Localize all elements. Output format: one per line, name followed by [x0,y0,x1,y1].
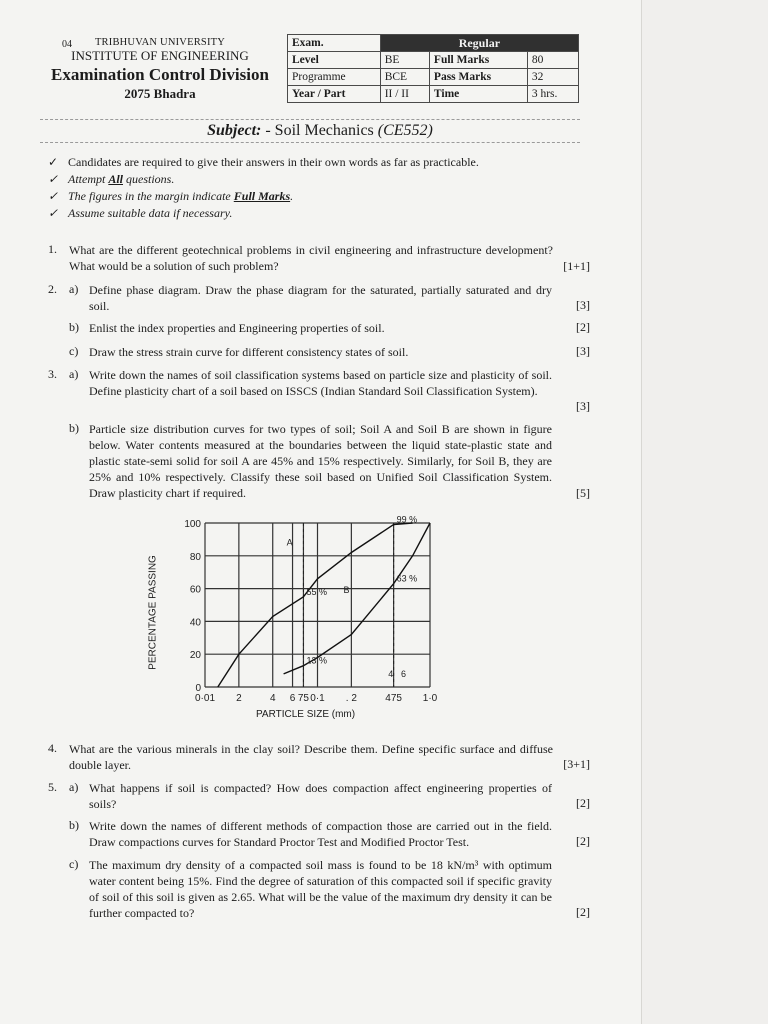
table-cell: BCE [380,69,429,86]
question-number: 1. [48,242,57,256]
table-cell: Full Marks [429,52,527,69]
question-number: 5. [48,780,57,794]
particle-size-chart [147,514,460,725]
divider [40,142,580,143]
x-tick-label: 75 [297,693,310,704]
subquestion-label: a) [69,367,79,381]
instruction-text: Candidates are required to give their answers in their own words as far as practicable. [68,155,479,169]
table-cell: Programme [288,69,381,86]
question-marks: [2] [576,905,590,919]
question-text: What happens if soil is compacted? How does compaction affect engineering properties of soils? [89,781,552,811]
question-marks: [3] [576,298,590,312]
table-cell: II / II [380,86,429,103]
exam-info-table [287,34,579,103]
table-cell: BE [380,52,429,69]
instruction-text: The figures in the margin indicate [68,189,231,203]
table-row [288,35,579,52]
subject-line [0,122,640,140]
instruction-text: Attempt [68,172,106,186]
table-row [288,52,579,69]
table-row [288,69,579,86]
question-text: Draw the stress strain curve for different consistency states of soil. [89,345,409,359]
instruction-item [48,155,479,170]
y-tick-label: 40 [189,617,201,629]
question-text: Write down the names of soil classification systems based on particle size and plasticity of soil. Define plasticity chart of a soil based on ISSCS (Indian Standard Soil Classification System). [89,368,552,398]
instruction-text: questions. [126,172,175,186]
question-text: What are the various minerals in the clay soil? Describe them. Define specific surface and diffuse double layer. [69,742,553,772]
instruction-emphasis: All [108,172,123,186]
y-tick-label: 20 [189,650,201,662]
chart-annotation: B [343,585,350,596]
series-curve-b [284,523,430,674]
chart-annotation: 63 % [396,573,418,584]
chart-annotation: 13 % [306,655,327,666]
instruction-item [48,172,174,187]
paper-code: 04 [62,39,72,50]
subquestion-label: a) [69,780,79,794]
header-block [40,36,280,102]
question-marks: [3+1] [563,757,590,771]
y-tick-label: 60 [189,584,201,596]
y-tick-label: 100 [184,519,201,530]
chart-annotation: 4 [388,668,394,679]
y-tick-label: 0 [195,683,201,694]
question-marks: [2] [576,834,590,848]
question-text: Define phase diagram. Draw the phase diagram for the saturated, partially saturated and dry soil. [89,283,552,313]
check-icon: ✓ [48,172,59,186]
table-cell: Exam. [288,35,381,52]
question-text: What are the different geotechnical problems in civil engineering and infrastructure development? What would be a solution of such problem? [69,243,553,273]
x-axis-title: PARTICLE SIZE (mm) [256,709,356,720]
check-icon: ✓ [48,189,59,203]
x-tick-label: 475 [385,693,402,704]
subquestion-label: b) [69,818,79,832]
instruction-emphasis: Full Marks [233,189,291,203]
question-marks: [1+1] [563,259,590,273]
question-text: The maximum dry density of a compacted soil mass is found to be 18 kN/m³ with optimum water content being 15%. Find the degree of saturation of this compacted soil if specific gravity of soil of this soil is given as 2.65. What will be the value of the maximum dry density it can be further compacted to? [89,858,552,920]
table-cell: Pass Marks [429,69,527,86]
chart-svg [160,515,460,725]
exam-type-cell: Regular [380,35,578,52]
table-row [288,86,579,103]
check-icon: ✓ [48,206,59,220]
chart-annotation: 99 % [396,514,418,525]
chart-annotation: A [286,537,293,548]
subquestion-label: b) [69,320,79,334]
subject-name: - Soil Mechanics [265,122,374,139]
x-tick-label: 1·0 [422,693,438,704]
question-text: Enlist the index properties and Engineering properties of soil. [89,321,385,335]
chart-annotation: 6 [401,668,407,679]
question-marks: [2] [576,320,590,334]
x-tick-label: 4 [269,693,276,704]
instruction-item [48,189,293,204]
question-number: 2. [48,282,57,296]
x-tick-label: 0·1 [310,693,325,704]
question-marks: [2] [576,796,590,810]
subject-code: (CE552) [377,122,433,139]
subquestion-label: b) [69,421,79,435]
table-cell: 32 [527,69,578,86]
y-axis-title: PERCENTAGE PASSING [147,555,159,670]
subquestion-label: a) [69,282,79,296]
question-marks: [3] [576,399,590,413]
table-cell: Year / Part [288,86,381,103]
chart-annotation: 55 % [306,586,327,597]
instruction-item [48,206,232,221]
instruction-text: Assume suitable data if necessary. [68,206,233,220]
university-name: TRIBHUVAN UNIVERSITY [94,37,226,48]
question-marks: [5] [576,486,590,500]
x-tick-label: 0·01 [194,693,216,704]
subquestion-label: c) [69,344,79,358]
question-number: 3. [48,367,57,381]
table-cell: Level [288,52,381,69]
y-tick-label: 80 [189,551,201,563]
table-cell: 3 hrs. [527,86,578,103]
x-tick-label: 6 [289,693,296,704]
instruction-text: . [290,189,294,203]
division-name: Examination Control Division [51,65,269,84]
question-number: 4. [48,741,57,755]
divider [40,119,580,120]
table-cell: Time [429,86,527,103]
x-tick-label: . 2 [345,693,357,704]
subquestion-label: c) [69,857,79,871]
institute-name: INSTITUTE OF ENGINEERING [71,48,249,63]
table-cell: 80 [527,52,578,69]
question-marks: [3] [576,344,590,358]
check-icon: ✓ [48,155,59,169]
page-edge [641,0,768,1024]
question-text: Particle size distribution curves for two types of soil; Soil A and Soil B are shown in figure below. Water contents measured at the boundaries between the liquid state-plastic state and plastic state-semi solid for soil A are 45% and 15% respectively. Similarly, for Soil B, they are 25% and 10% respectively. Classify these soil based on Unified Soil Classification System. Draw plasticity chart if required. [89,422,552,500]
question-text: Write down the names of different methods of compaction those are carried out in the field. Draw compactions curves for Standard Proctor Test and Modified Proctor Test. [89,819,552,849]
x-tick-label: 2 [236,693,242,704]
exam-date: 2075 Bhadra [124,86,196,101]
subject-label: Subject: [207,122,262,139]
